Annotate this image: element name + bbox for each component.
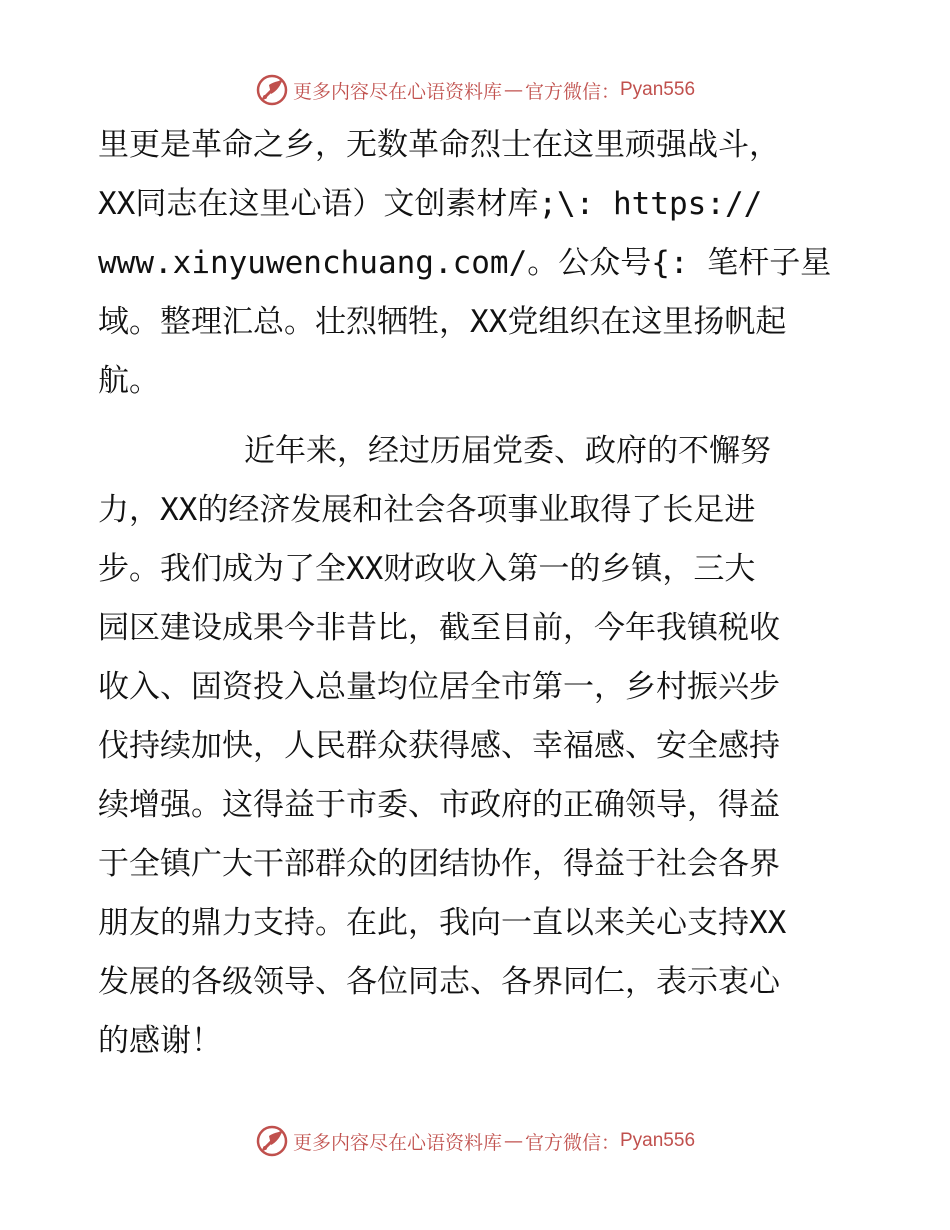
text-line: 力，XX的经济发展和社会各项事业取得了长足进: [98, 492, 756, 528]
text-line: 发展的各级领导、各位同志、各界同仁，表示衷心: [98, 964, 780, 1000]
watermark-main-text: 更多内容尽在心语资料库: [292, 1131, 502, 1154]
text-line: 园区建设成果今非昔比，截至目前，今年我镇税收: [98, 610, 780, 646]
text-line: 于全镇广大干部群众的团结协作，得益于社会各界: [98, 846, 780, 882]
text-line: 续增强。这得益于市委、市政府的正确领导，得益: [98, 787, 780, 823]
text-line: 里更是革命之乡，无数革命烈士在这里顽强战斗，: [98, 127, 780, 163]
watermark-header: [0, 70, 950, 110]
text-line: 步。我们成为了全XX财政收入第一的乡镇，三大: [98, 551, 756, 587]
text-line: 的感谢！: [98, 1023, 222, 1059]
text-line: 伐持续加快，人民群众获得感、幸福感、安全感持: [98, 728, 780, 764]
paragraph-2: [98, 422, 858, 1071]
text-line: XX同志在这里心语）文创素材库;\: https://: [98, 186, 763, 222]
text-line: 域。整理汇总。壮烈牺牲，XX党组织在这里扬帆起: [98, 304, 787, 340]
text-line: 航。: [98, 363, 160, 399]
watermark-wechat-label: 官方微信：: [524, 1131, 620, 1154]
watermark-wechat-id: Pyan556: [620, 79, 696, 100]
watermark-main-text: 更多内容尽在心语资料库: [292, 80, 502, 103]
text-line: 近年来，经过历届党委、政府的不懈努: [244, 433, 771, 469]
text-line: 朋友的鼎力支持。在此，我向一直以来关心支持XX: [98, 905, 787, 941]
watermark-footer: [0, 1121, 950, 1161]
watermark-wechat-label: 官方微信：: [524, 80, 620, 103]
watermark-wechat-id: Pyan556: [620, 1130, 696, 1151]
watermark-dash: —: [503, 79, 523, 101]
paragraph-1: [98, 116, 858, 411]
text-line: www.xinyuwenchuang.com/。公众号{: 笔杆子星: [98, 245, 832, 281]
quill-logo-icon: [255, 1124, 289, 1158]
watermark-dash: —: [503, 1130, 523, 1152]
quill-logo-icon: [255, 73, 289, 107]
text-line: 收入、固资投入总量均位居全市第一，乡村振兴步: [98, 669, 780, 705]
